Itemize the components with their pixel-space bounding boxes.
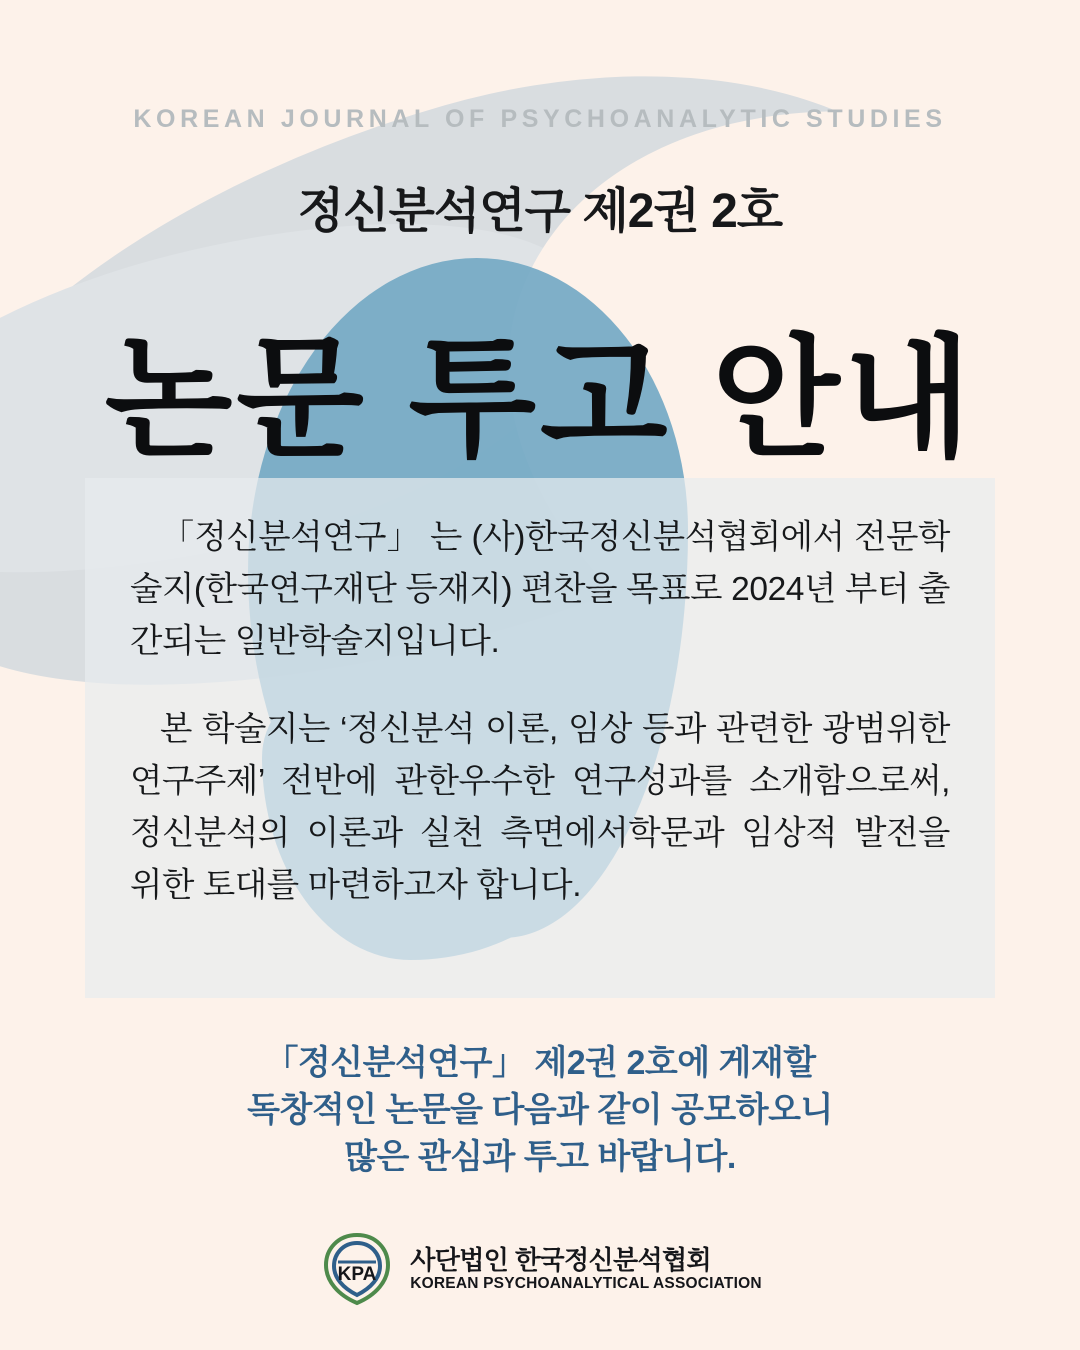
body-paragraph-1-text: 「정신분석연구」 는 (사)한국정신분석협회에서 전문학술지(한국연구재단 등재지) 편찬을 목표로 2024년 부터 출간되는 일반학술지입니다. — [130, 519, 950, 660]
logo-text-block — [410, 1246, 761, 1292]
body-paragraph-2 — [130, 704, 950, 912]
page-title: 논문 투고 안내 — [104, 325, 976, 473]
body-paragraph-2-text: 본 학술지는 ‘정신분석 이론, 임상 등과 관련한 광범위한 연구주제’ 전반에 관한우수한 연구성과를 소개함으로써, 정신분석의 이론과 실천 측면에서학문과 임상적 발전을 위한 토대를 마련하고자 합니다. — [130, 711, 950, 904]
body-text-block — [130, 512, 950, 912]
callout-line-3: 많은 관심과 투고 바랍니다. — [344, 1138, 736, 1176]
issue-subtitle: 정신분석연구 제2권 2호 — [297, 185, 783, 238]
kpa-logo-icon — [318, 1232, 396, 1306]
logo-name-ko: 사단법인 한국정신분석협회 — [410, 1244, 712, 1275]
association-logo — [0, 1232, 1080, 1306]
callout-block — [0, 1040, 1080, 1181]
body-paragraph-1 — [130, 512, 950, 668]
callout-line-1: 「정신분석연구」 제2권 2호에 게재할 — [264, 1044, 816, 1082]
kpa-logo-mark-text: KPA — [337, 1264, 377, 1285]
logo-name-en: KOREAN PSYCHOANALYTICAL ASSOCIATION — [410, 1274, 762, 1292]
journal-eyebrow: KOREAN JOURNAL OF PSYCHOANALYTIC STUDIES — [133, 105, 947, 133]
callout-line-2: 독창적인 논문을 다음과 같이 공모하오니 — [247, 1091, 833, 1129]
